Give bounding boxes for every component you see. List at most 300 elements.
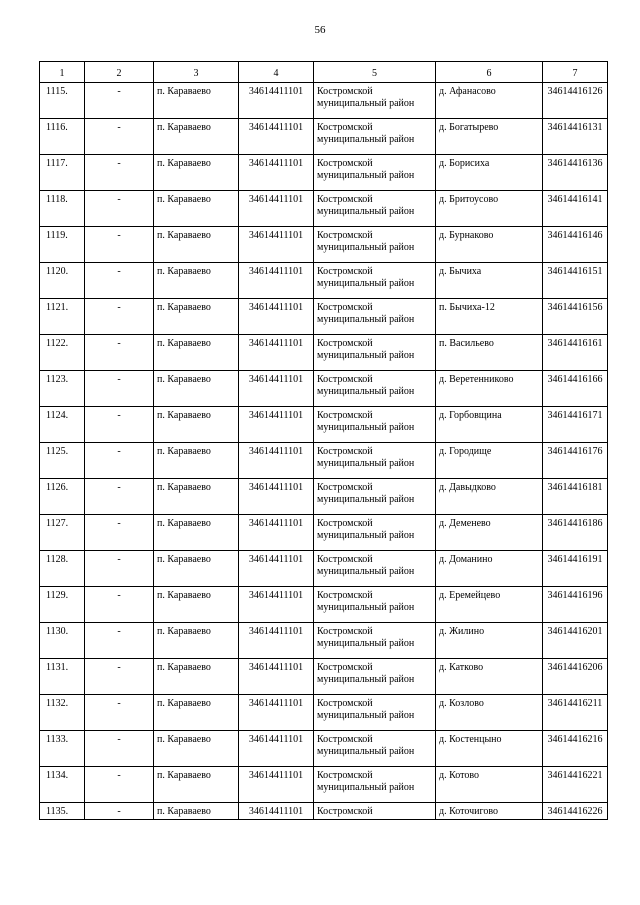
- district-cell-text-line-2: муниципальный район: [317, 242, 415, 253]
- locality-cell: [436, 335, 543, 371]
- district-cell: [314, 119, 436, 155]
- district-cell: [314, 443, 436, 479]
- row-number-cell: [40, 767, 85, 803]
- locality-code-cell-text: 34614416176: [547, 446, 603, 457]
- column-2-cell: [85, 515, 154, 551]
- district-cell: [314, 479, 436, 515]
- locality-cell: [436, 83, 543, 119]
- oktmo-code-cell: [239, 659, 314, 695]
- oktmo-code-cell: [239, 299, 314, 335]
- locality-cell-text: д. Катково: [439, 662, 484, 673]
- oktmo-code-cell: [239, 695, 314, 731]
- locality-code-cell-text: 34614416151: [547, 266, 603, 277]
- locality-cell-text: д. Богатырево: [439, 122, 499, 133]
- row-number-cell-text: 1134.: [46, 770, 69, 781]
- settlement-cell-text: п. Караваево: [157, 590, 211, 601]
- locality-cell-text: д. Жилино: [439, 626, 485, 637]
- oktmo-code-cell: [239, 119, 314, 155]
- district-cell-text: Костромской: [317, 338, 373, 349]
- column-2-cell: [85, 83, 154, 119]
- locality-code-cell: [543, 443, 608, 479]
- locality-cell-text: д. Давыдково: [439, 482, 496, 493]
- column-2-cell-text: -: [117, 482, 121, 493]
- column-header-2: 2: [85, 62, 154, 83]
- settlement-cell: [154, 803, 239, 820]
- locality-cell-text: д. Костенцыно: [439, 734, 502, 745]
- district-cell-text-line-2: муниципальный район: [317, 170, 415, 181]
- oktmo-code-cell-text: 34614411101: [248, 806, 304, 817]
- column-2-cell: [85, 335, 154, 371]
- oktmo-code-cell-text: 34614411101: [248, 662, 304, 673]
- district-cell-text: Костромской: [317, 374, 373, 385]
- row-number-cell-text: 1130.: [46, 626, 69, 637]
- row-number-cell-text: 1129.: [46, 590, 69, 601]
- locality-code-cell: [543, 515, 608, 551]
- settlement-cell: [154, 443, 239, 479]
- district-cell-text: Костромской: [317, 194, 373, 205]
- district-cell-text: Костромской: [317, 698, 373, 709]
- row-number-cell-text: 1126.: [46, 482, 69, 493]
- district-cell-text: Костромской: [317, 302, 373, 313]
- locality-cell: [436, 119, 543, 155]
- locality-code-cell: [543, 623, 608, 659]
- row-number-cell: [40, 83, 85, 119]
- locality-cell-text: д. Городище: [439, 446, 492, 457]
- district-cell-text: Костромской: [317, 410, 373, 421]
- settlement-cell-text: п. Караваево: [157, 302, 211, 313]
- settlement-cell: [154, 299, 239, 335]
- district-cell-text: Костромской: [317, 158, 373, 169]
- row-number-cell: [40, 335, 85, 371]
- district-cell: [314, 803, 436, 820]
- column-header-1: 1: [40, 62, 85, 83]
- district-cell-text-line-2: муниципальный район: [317, 422, 415, 433]
- column-2-cell-text: -: [117, 662, 121, 673]
- locality-code-cell-text: 34614416126: [547, 86, 603, 97]
- locality-code-cell: [543, 191, 608, 227]
- district-cell: [314, 407, 436, 443]
- table-row: [40, 587, 608, 623]
- column-2-cell-text: -: [117, 590, 121, 601]
- table-row: [40, 335, 608, 371]
- locality-cell: [436, 767, 543, 803]
- row-number-cell-text: 1124.: [46, 410, 69, 421]
- district-cell: [314, 155, 436, 191]
- column-2-cell-text: -: [117, 518, 121, 529]
- column-2-cell-text: -: [117, 194, 121, 205]
- locality-cell: [436, 227, 543, 263]
- column-2-cell-text: -: [117, 302, 121, 313]
- oktmo-code-cell: [239, 371, 314, 407]
- row-number-cell: [40, 659, 85, 695]
- district-cell-text-line-2: муниципальный район: [317, 494, 415, 505]
- oktmo-code-cell-text: 34614411101: [248, 338, 304, 349]
- settlement-cell-text: п. Караваево: [157, 626, 211, 637]
- table-row: [40, 695, 608, 731]
- district-cell: [314, 551, 436, 587]
- table-row: [40, 155, 608, 191]
- table-row: [40, 443, 608, 479]
- locality-code-cell: [543, 659, 608, 695]
- district-cell-text: Костромской: [317, 86, 373, 97]
- district-cell: [314, 515, 436, 551]
- column-2-cell: [85, 299, 154, 335]
- locality-cell: [436, 479, 543, 515]
- settlement-cell: [154, 155, 239, 191]
- oktmo-code-cell: [239, 803, 314, 820]
- column-2-cell: [85, 227, 154, 263]
- oktmo-code-cell: [239, 263, 314, 299]
- column-header-5: 5: [314, 62, 436, 83]
- oktmo-code-cell: [239, 407, 314, 443]
- oktmo-code-cell-text: 34614411101: [248, 122, 304, 133]
- row-number-cell: [40, 191, 85, 227]
- locality-code-cell-text: 34614416136: [547, 158, 603, 169]
- district-cell-text: Костромской: [317, 590, 373, 601]
- column-2-cell-text: -: [117, 626, 121, 637]
- district-cell-text: Костромской: [317, 662, 373, 673]
- oktmo-code-cell-text: 34614411101: [248, 86, 304, 97]
- district-cell-text-line-2: муниципальный район: [317, 278, 415, 289]
- row-number-cell: [40, 515, 85, 551]
- locality-code-cell-text: 34614416181: [547, 482, 603, 493]
- district-cell: [314, 695, 436, 731]
- locality-code-cell-text: 34614416171: [547, 410, 603, 421]
- row-number-cell: [40, 479, 85, 515]
- district-cell-text-line-2: муниципальный район: [317, 458, 415, 469]
- oktmo-code-cell: [239, 731, 314, 767]
- locality-code-cell-text: 34614416191: [547, 554, 603, 565]
- locality-cell: [436, 443, 543, 479]
- row-number-cell-text: 1116.: [46, 122, 68, 133]
- locality-code-cell: [543, 803, 608, 820]
- settlement-cell-text: п. Караваево: [157, 482, 211, 493]
- column-2-cell: [85, 731, 154, 767]
- row-number-cell-text: 1117.: [46, 158, 68, 169]
- row-number-cell: [40, 119, 85, 155]
- locality-code-cell: [543, 551, 608, 587]
- locality-code-cell: [543, 155, 608, 191]
- oktmo-code-cell-text: 34614411101: [248, 626, 304, 637]
- settlement-cell: [154, 551, 239, 587]
- locality-code-cell-text: 34614416146: [547, 230, 603, 241]
- oktmo-code-cell-text: 34614411101: [248, 770, 304, 781]
- district-cell-text-line-2: муниципальный район: [317, 638, 415, 649]
- oktmo-code-cell: [239, 587, 314, 623]
- district-cell: [314, 623, 436, 659]
- district-cell-text-line-2: муниципальный район: [317, 98, 415, 109]
- row-number-cell: [40, 263, 85, 299]
- district-cell-text-line-2: муниципальный район: [317, 314, 415, 325]
- table-row: [40, 551, 608, 587]
- district-cell: [314, 767, 436, 803]
- locality-cell-text: д. Еремейцево: [439, 590, 501, 601]
- row-number-cell-text: 1133.: [46, 734, 69, 745]
- column-2-cell: [85, 695, 154, 731]
- district-cell: [314, 335, 436, 371]
- settlement-cell-text: п. Караваево: [157, 698, 211, 709]
- district-cell-text: Костромской: [317, 518, 373, 529]
- settlement-cell: [154, 263, 239, 299]
- locality-code-cell-text: 34614416161: [547, 338, 603, 349]
- column-2-cell-text: -: [117, 374, 121, 385]
- locality-cell-text: д. Бычиха: [439, 266, 482, 277]
- settlement-cell-text: п. Караваево: [157, 770, 211, 781]
- oktmo-code-cell-text: 34614411101: [248, 590, 304, 601]
- oktmo-code-cell: [239, 443, 314, 479]
- oktmo-code-cell-text: 34614411101: [248, 482, 304, 493]
- table-row: [40, 119, 608, 155]
- column-2-cell-text: -: [117, 770, 121, 781]
- page-number: 56: [314, 24, 326, 36]
- table-row: [40, 191, 608, 227]
- locality-code-cell: [543, 695, 608, 731]
- settlement-cell: [154, 479, 239, 515]
- locality-cell: [436, 731, 543, 767]
- district-cell: [314, 371, 436, 407]
- locality-cell-text: д. Коточигово: [439, 806, 498, 817]
- district-cell-text-line-2: муниципальный район: [317, 566, 415, 577]
- oktmo-code-cell: [239, 551, 314, 587]
- locality-code-cell: [543, 83, 608, 119]
- settlement-cell: [154, 83, 239, 119]
- column-2-cell-text: -: [117, 266, 121, 277]
- column-2-cell: [85, 443, 154, 479]
- oktmo-code-cell-text: 34614411101: [248, 266, 304, 277]
- oktmo-code-cell-text: 34614411101: [248, 518, 304, 529]
- locality-code-cell-text: 34614416206: [547, 662, 603, 673]
- settlement-cell: [154, 695, 239, 731]
- settlement-cell-text: п. Караваево: [157, 446, 211, 457]
- district-cell-text: Костромской: [317, 806, 373, 817]
- locality-cell: [436, 695, 543, 731]
- locality-code-cell: [543, 263, 608, 299]
- row-number-cell-text: 1122.: [46, 338, 69, 349]
- locality-code-cell-text: 34614416226: [547, 806, 603, 817]
- oktmo-code-cell: [239, 191, 314, 227]
- settlement-cell: [154, 335, 239, 371]
- district-cell: [314, 191, 436, 227]
- column-2-cell-text: -: [117, 158, 121, 169]
- row-number-cell-text: 1120.: [46, 266, 69, 277]
- oktmo-code-cell: [239, 767, 314, 803]
- column-header-6: 6: [436, 62, 543, 83]
- district-cell-text: Костромской: [317, 770, 373, 781]
- oktmo-code-cell: [239, 479, 314, 515]
- column-header-4: 4: [239, 62, 314, 83]
- district-cell-text-line-2: муниципальный район: [317, 746, 415, 757]
- oktmo-code-cell: [239, 83, 314, 119]
- district-cell-text-line-2: муниципальный район: [317, 602, 415, 613]
- table-row: [40, 767, 608, 803]
- column-2-cell: [85, 479, 154, 515]
- oktmo-code-cell-text: 34614411101: [248, 158, 304, 169]
- column-2-cell: [85, 623, 154, 659]
- locality-cell-text: д. Веретенниково: [439, 374, 514, 385]
- locality-code-cell: [543, 371, 608, 407]
- locality-code-cell-text: 34614416166: [547, 374, 603, 385]
- oktmo-code-cell-text: 34614411101: [248, 374, 304, 385]
- oktmo-code-cell: [239, 335, 314, 371]
- district-cell-text: Костромской: [317, 554, 373, 565]
- locality-code-cell: [543, 407, 608, 443]
- oktmo-code-cell-text: 34614411101: [248, 698, 304, 709]
- column-2-cell: [85, 191, 154, 227]
- locality-code-cell: [543, 767, 608, 803]
- locality-code-cell: [543, 227, 608, 263]
- row-number-cell: [40, 371, 85, 407]
- row-number-cell: [40, 299, 85, 335]
- locality-code-cell: [543, 299, 608, 335]
- table-row: [40, 83, 608, 119]
- row-number-cell: [40, 227, 85, 263]
- table-row: [40, 299, 608, 335]
- settlement-cell: [154, 191, 239, 227]
- locality-cell: [436, 299, 543, 335]
- district-cell-text-line-2: муниципальный район: [317, 386, 415, 397]
- row-number-cell: [40, 587, 85, 623]
- settlement-cell: [154, 623, 239, 659]
- district-cell-text: Костромской: [317, 122, 373, 133]
- settlement-cell-text: п. Караваево: [157, 410, 211, 421]
- locality-code-cell-text: 34614416211: [547, 698, 603, 709]
- settlement-cell-text: п. Караваево: [157, 734, 211, 745]
- row-number-cell: [40, 803, 85, 820]
- district-cell-text-line-2: муниципальный район: [317, 710, 415, 721]
- district-cell: [314, 227, 436, 263]
- column-2-cell: [85, 263, 154, 299]
- settlement-cell: [154, 227, 239, 263]
- settlement-cell-text: п. Караваево: [157, 158, 211, 169]
- row-number-cell: [40, 443, 85, 479]
- locality-cell: [436, 263, 543, 299]
- table-row: [40, 479, 608, 515]
- column-2-cell: [85, 551, 154, 587]
- district-cell-text: Костромской: [317, 230, 373, 241]
- column-2-cell: [85, 767, 154, 803]
- table-row: [40, 659, 608, 695]
- table-row: [40, 623, 608, 659]
- district-cell-text: Костромской: [317, 482, 373, 493]
- settlement-cell-text: п. Караваево: [157, 554, 211, 565]
- locality-code-cell-text: 34614416216: [547, 734, 603, 745]
- oktmo-code-cell-text: 34614411101: [248, 734, 304, 745]
- district-cell: [314, 587, 436, 623]
- oktmo-code-cell-text: 34614411101: [248, 446, 304, 457]
- table-row: [40, 227, 608, 263]
- oktmo-code-cell: [239, 227, 314, 263]
- row-number-cell-text: 1131.: [46, 662, 69, 673]
- district-cell: [314, 263, 436, 299]
- locality-cell-text: д. Бурнаково: [439, 230, 494, 241]
- settlement-cell: [154, 659, 239, 695]
- locality-code-cell: [543, 335, 608, 371]
- district-cell-text: Костромской: [317, 446, 373, 457]
- locality-cell-text: д. Афанасово: [439, 86, 496, 97]
- settlement-cell: [154, 119, 239, 155]
- column-2-cell: [85, 119, 154, 155]
- row-number-cell-text: 1132.: [46, 698, 69, 709]
- locality-cell: [436, 371, 543, 407]
- locality-code-cell-text: 34614416196: [547, 590, 603, 601]
- table-row: [40, 263, 608, 299]
- oktmo-code-cell-text: 34614411101: [248, 410, 304, 421]
- row-number-cell: [40, 155, 85, 191]
- table-row: [40, 731, 608, 767]
- column-2-cell-text: -: [117, 86, 121, 97]
- locality-cell-text: п. Бычиха-12: [439, 302, 495, 313]
- locality-code-cell: [543, 119, 608, 155]
- locality-code-cell: [543, 479, 608, 515]
- column-2-cell-text: -: [117, 806, 121, 817]
- locality-cell: [436, 659, 543, 695]
- settlement-cell: [154, 515, 239, 551]
- row-number-cell: [40, 551, 85, 587]
- locality-cell-text: д. Горбовщина: [439, 410, 502, 421]
- settlement-cell-text: п. Караваево: [157, 266, 211, 277]
- district-cell: [314, 659, 436, 695]
- column-2-cell: [85, 371, 154, 407]
- locality-code-cell: [543, 731, 608, 767]
- settlement-cell-text: п. Караваево: [157, 230, 211, 241]
- locality-cell-text: д. Борисиха: [439, 158, 490, 169]
- settlement-cell-text: п. Караваево: [157, 662, 211, 673]
- row-number-cell-text: 1121.: [46, 302, 69, 313]
- locality-code-cell-text: 34614416221: [547, 770, 603, 781]
- locality-cell-text: д. Доманино: [439, 554, 493, 565]
- locality-cell-text: д. Котово: [439, 770, 480, 781]
- row-number-cell-text: 1128.: [46, 554, 69, 565]
- table-row: [40, 803, 608, 820]
- column-header-7: 7: [543, 62, 608, 83]
- column-2-cell-text: -: [117, 410, 121, 421]
- column-2-cell-text: -: [117, 230, 121, 241]
- district-cell-text-line-2: муниципальный район: [317, 674, 415, 685]
- locality-code-cell-text: 34614416201: [547, 626, 603, 637]
- locality-code-cell: [543, 587, 608, 623]
- table-row: [40, 515, 608, 551]
- locality-cell: [436, 623, 543, 659]
- district-cell: [314, 731, 436, 767]
- table-row: [40, 407, 608, 443]
- oktmo-code-cell-text: 34614411101: [248, 302, 304, 313]
- settlement-cell-text: п. Караваево: [157, 338, 211, 349]
- column-2-cell: [85, 407, 154, 443]
- district-cell-text-line-2: муниципальный район: [317, 350, 415, 361]
- oktmo-code-cell-text: 34614411101: [248, 230, 304, 241]
- district-cell-text-line-2: муниципальный район: [317, 530, 415, 541]
- oktmo-code-cell: [239, 155, 314, 191]
- locality-code-cell-text: 34614416156: [547, 302, 603, 313]
- row-number-cell: [40, 695, 85, 731]
- locality-cell: [436, 407, 543, 443]
- table-row: [40, 371, 608, 407]
- settlement-cell-text: п. Караваево: [157, 806, 211, 817]
- row-number-cell: [40, 623, 85, 659]
- column-2-cell-text: -: [117, 338, 121, 349]
- locality-cell: [436, 587, 543, 623]
- column-2-cell-text: -: [117, 122, 121, 133]
- district-cell-text-line-2: муниципальный район: [317, 134, 415, 145]
- row-number-cell-text: 1115.: [46, 86, 68, 97]
- locality-cell: [436, 191, 543, 227]
- locality-cell-text: д. Деменево: [439, 518, 491, 529]
- row-number-cell-text: 1127.: [46, 518, 69, 529]
- settlement-cell: [154, 587, 239, 623]
- settlement-cell-text: п. Караваево: [157, 194, 211, 205]
- locality-cell: [436, 803, 543, 820]
- locality-cell: [436, 551, 543, 587]
